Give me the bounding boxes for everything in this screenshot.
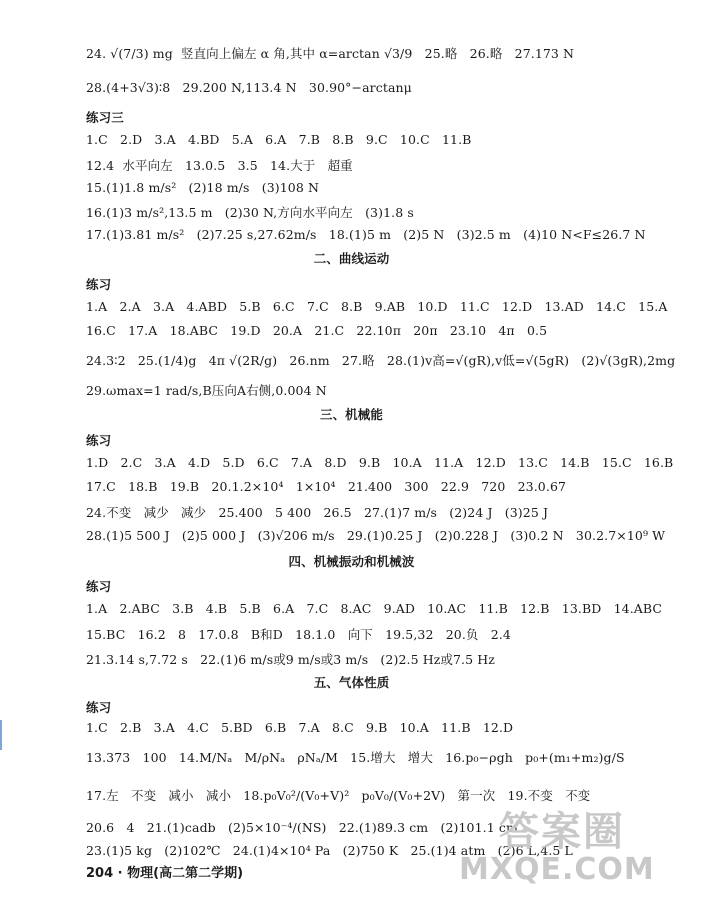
answer-line: 28.(1)5 500 J (2)5 000 J (3)√206 m/s 29.(1)0.25 J (2)0.228 J (3)0.2 N 30.2.7×10⁹ W: [86, 528, 666, 543]
watermark-bottom-text: MXQE.COM: [459, 852, 655, 887]
answer-line: 1.D 2.C 3.A 4.D 5.D 6.C 7.A 8.D 9.B 10.A 11.A 12.D 13.C 14.B 15.C 16.B: [86, 455, 674, 470]
section-title-curve: 二、曲线运动: [313, 251, 390, 266]
answer-line: 16.C 17.A 18.ABC 19.D 20.A 21.C 22.10π 20π 23.10 4π 0.5: [86, 323, 548, 338]
margin-mark: [0, 720, 2, 750]
answer-line: 29.ωmax=1 rad/s,B压向A右侧,0.004 N: [86, 383, 327, 398]
drill-heading: 练习: [86, 579, 112, 594]
answer-line: 24. √(7/3) mg 竖直向上偏左 α 角,其中 α=arctan √3/9 25.略 26.略 27.173 N: [86, 46, 575, 61]
answer-line: 1.A 2.ABC 3.B 4.B 5.B 6.A 7.C 8.AC 9.AD 10.AC 11.B 12.B 13.BD 14.ABC: [86, 601, 663, 616]
answer-line: 17.左 不变 减小 减小 18.p₀V₀²/(V₀+V)² p₀V₀/(V₀+2V) 第一次 19.不变 不变: [86, 788, 591, 803]
answer-line: 28.(4+3√3)∶8 29.200 N,113.4 N 30.90°−arctanμ: [86, 80, 412, 95]
answer-line: 15.BC 16.2 8 17.0.8 B和D 18.1.0 向下 19.5,32 20.负 2.4: [86, 627, 511, 642]
answer-line: 1.C 2.B 3.A 4.C 5.BD 6.B 7.A 8.C 9.B 10.A 11.B 12.D: [86, 720, 514, 735]
answer-line: 13.373 100 14.M/Nₐ M/ρNₐ ρNₐ/M 15.增大 增大 16.p₀−ρgh p₀+(m₁+m₂)g/S: [86, 750, 625, 765]
answer-line: 16.(1)3 m/s²,13.5 m (2)30 N,方向水平向左 (3)1.8 s: [86, 205, 414, 220]
answer-line: 1.A 2.A 3.A 4.ABD 5.B 6.C 7.C 8.B 9.AB 10.D 11.C 12.D 13.AD 14.C 15.A: [86, 299, 668, 314]
answer-line: 17.(1)3.81 m/s² (2)7.25 s,27.62m/s 18.(1)5 m (2)5 N (3)2.5 m (4)10 N<F≤26.7 N: [86, 227, 646, 242]
drill-heading: 练习: [86, 433, 112, 448]
answer-line: 20.6 4 21.(1)cadb (2)5×10⁻⁴/(NS) 22.(1)89.3 cm (2)101.1 cm: [86, 820, 518, 835]
section-title-energy: 三、机械能: [319, 407, 383, 422]
answer-line: 23.(1)5 kg (2)102℃ 24.(1)4×10⁴ Pa (2)750 K 25.(1)4 atm (2)6 L,4.5 L: [86, 843, 573, 858]
answer-line: 24.不变 减少 减少 25.400 5 400 26.5 27.(1)7 m/s (2)24 J (3)25 J: [86, 505, 549, 520]
section-title-gas: 五、气体性质: [313, 675, 390, 690]
answer-line: 12.4 水平向左 13.0.5 3.5 14.大于 超重: [86, 158, 353, 173]
watermark-logo: [459, 800, 679, 890]
drill-heading: 练习三: [86, 110, 124, 125]
drill-heading: 练习: [86, 277, 112, 292]
answer-line: 1.C 2.D 3.A 4.BD 5.A 6.A 7.B 8.B 9.C 10.C 11.B: [86, 132, 472, 147]
answer-line: 24.3∶2 25.(1/4)g 4π √(2R/g) 26.nm 27.略 28.(1)v高=√(gR),v低=√(5gR) (2)√(3gR),2mg: [86, 353, 676, 368]
drill-heading: 练习: [86, 700, 112, 715]
answer-line: 21.3.14 s,7.72 s 22.(1)6 m/s或9 m/s或3 m/s (2)2.5 Hz或7.5 Hz: [86, 652, 495, 667]
answer-line: 17.C 18.B 19.B 20.1.2×10⁴ 1×10⁴ 21.400 300 22.9 720 23.0.67: [86, 479, 567, 494]
section-title-vibration: 四、机械振动和机械波: [288, 554, 415, 569]
page-footer: 204 · 物理(高二第二学期): [86, 866, 244, 881]
watermark-top-text: 答案圈: [499, 809, 625, 855]
answer-line: 15.(1)1.8 m/s² (2)18 m/s (3)108 N: [86, 180, 320, 195]
